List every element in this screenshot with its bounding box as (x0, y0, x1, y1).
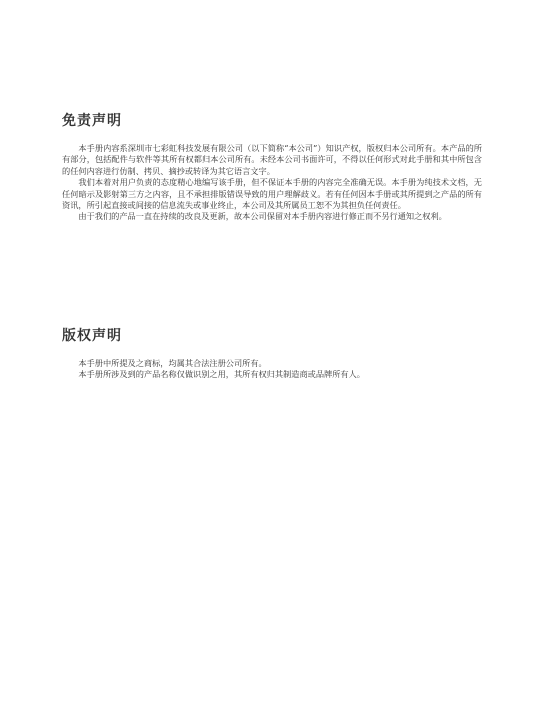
copyright-paragraph: 本手册中所提及之商标，均属其合法注册公司所有。 (78, 358, 267, 368)
copyright-title: 版权声明 (62, 328, 122, 344)
copyright-paragraph: 本手册所涉及到的产品名称仅做识别之用，其所有权归其制造商或品牌所有人。 (78, 369, 365, 380)
disclaimer-section (62, 110, 482, 223)
copyright-section (62, 325, 482, 381)
disclaimer-paragraph: 我们本着对用户负责的态度精心地编写该手册，但不保证本手册的内容完全准确无误。本手册为纯技术文档，无任何暗示及影射第三方之内容，且不承担排版错误导致的用户理解歧义。若有任何因本手册或其所提到之产品的所有资讯，所引起直接或间接的信息流失或事业终止，本公司及其所属员工恕不为其担负任何责任。 (62, 177, 482, 211)
disclaimer-title: 免责声明 (62, 113, 122, 129)
disclaimer-paragraph: 本手册内容系深圳市七彩虹科技发展有限公司（以下简称“本公司”）知识产权，版权归本公司所有。本产品的所有部分，包括配件与软件等其所有权都归本公司所有。未经本公司书面许可，不得以任何形式对此手册和其中所包含的任何内容进行仿制、拷贝、摘抄或转译为其它语言文字。 (62, 143, 482, 176)
disclaimer-paragraph: 由于我们的产品一直在持续的改良及更新，故本公司保留对本手册内容进行修正而不另行通知之权利。 (78, 211, 447, 222)
